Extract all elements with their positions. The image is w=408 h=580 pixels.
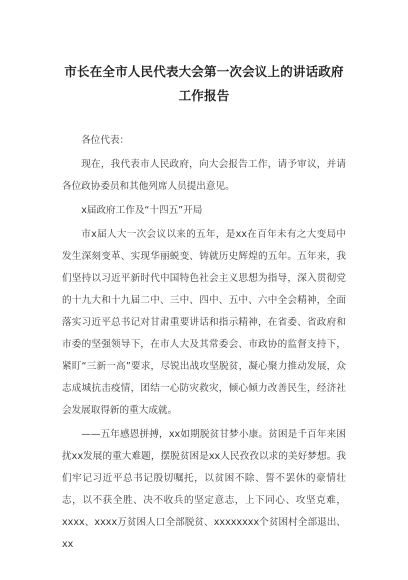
document-body [62,130,346,556]
document-title: 市长在全市人民代表大会第一次会议上的讲话政府工作报告 [64,64,344,103]
section-heading: x届政府工作及“十四五”开局 [81,205,203,216]
salutation: 各位代表： [81,135,130,146]
intro-paragraph: 现在，我代表市人民政府，向大会报告工作，请予审议，并请各位政协委员和其他列席人员提出意见。 [62,159,346,192]
section-paragraph: ——五年感恩拼搏，xx如期脱贫甘梦小康。贫困是千百年来困扰xx发展的重大难题，摆脱贫困是xx人民孜孜以求的美好梦想。我们牢记习近平总书记殷切嘱托，以贫困不除、誓不罢休的豪情壮志，以不获全胜、决不收兵的坚定意志，上下同心、攻坚克难，xxxx、xxxx万贫困人口全部脱贫、xxxxxxxx个贫困村全部退出、xx [62,429,346,550]
section-paragraph: 市x届人大一次会议以来的五年，是xx在百年未有之大变局中发生深刻变革、实现华丽蜕变、铸就历史辉煌的五年。五年来，我们坚持以习近平新时代中国特色社会主义思想为指导，深入贯彻党的十九大和十九届二中、三中、四中、五中、六中全会精神，全面落实习近平总书记对甘肃重要讲话和指示精神，在省委、省政府和市委的坚强领导下，在市人大及其常委会、市政协的监督支持下，紧盯“三新一高”要求，尽锐出战攻坚脱贫，凝心聚力推动发展，众志成城抗击疫情，团结一心防灾救灾，倾心倾力改善民生，经济社会发展取得新的重大成就。 [62,229,346,416]
